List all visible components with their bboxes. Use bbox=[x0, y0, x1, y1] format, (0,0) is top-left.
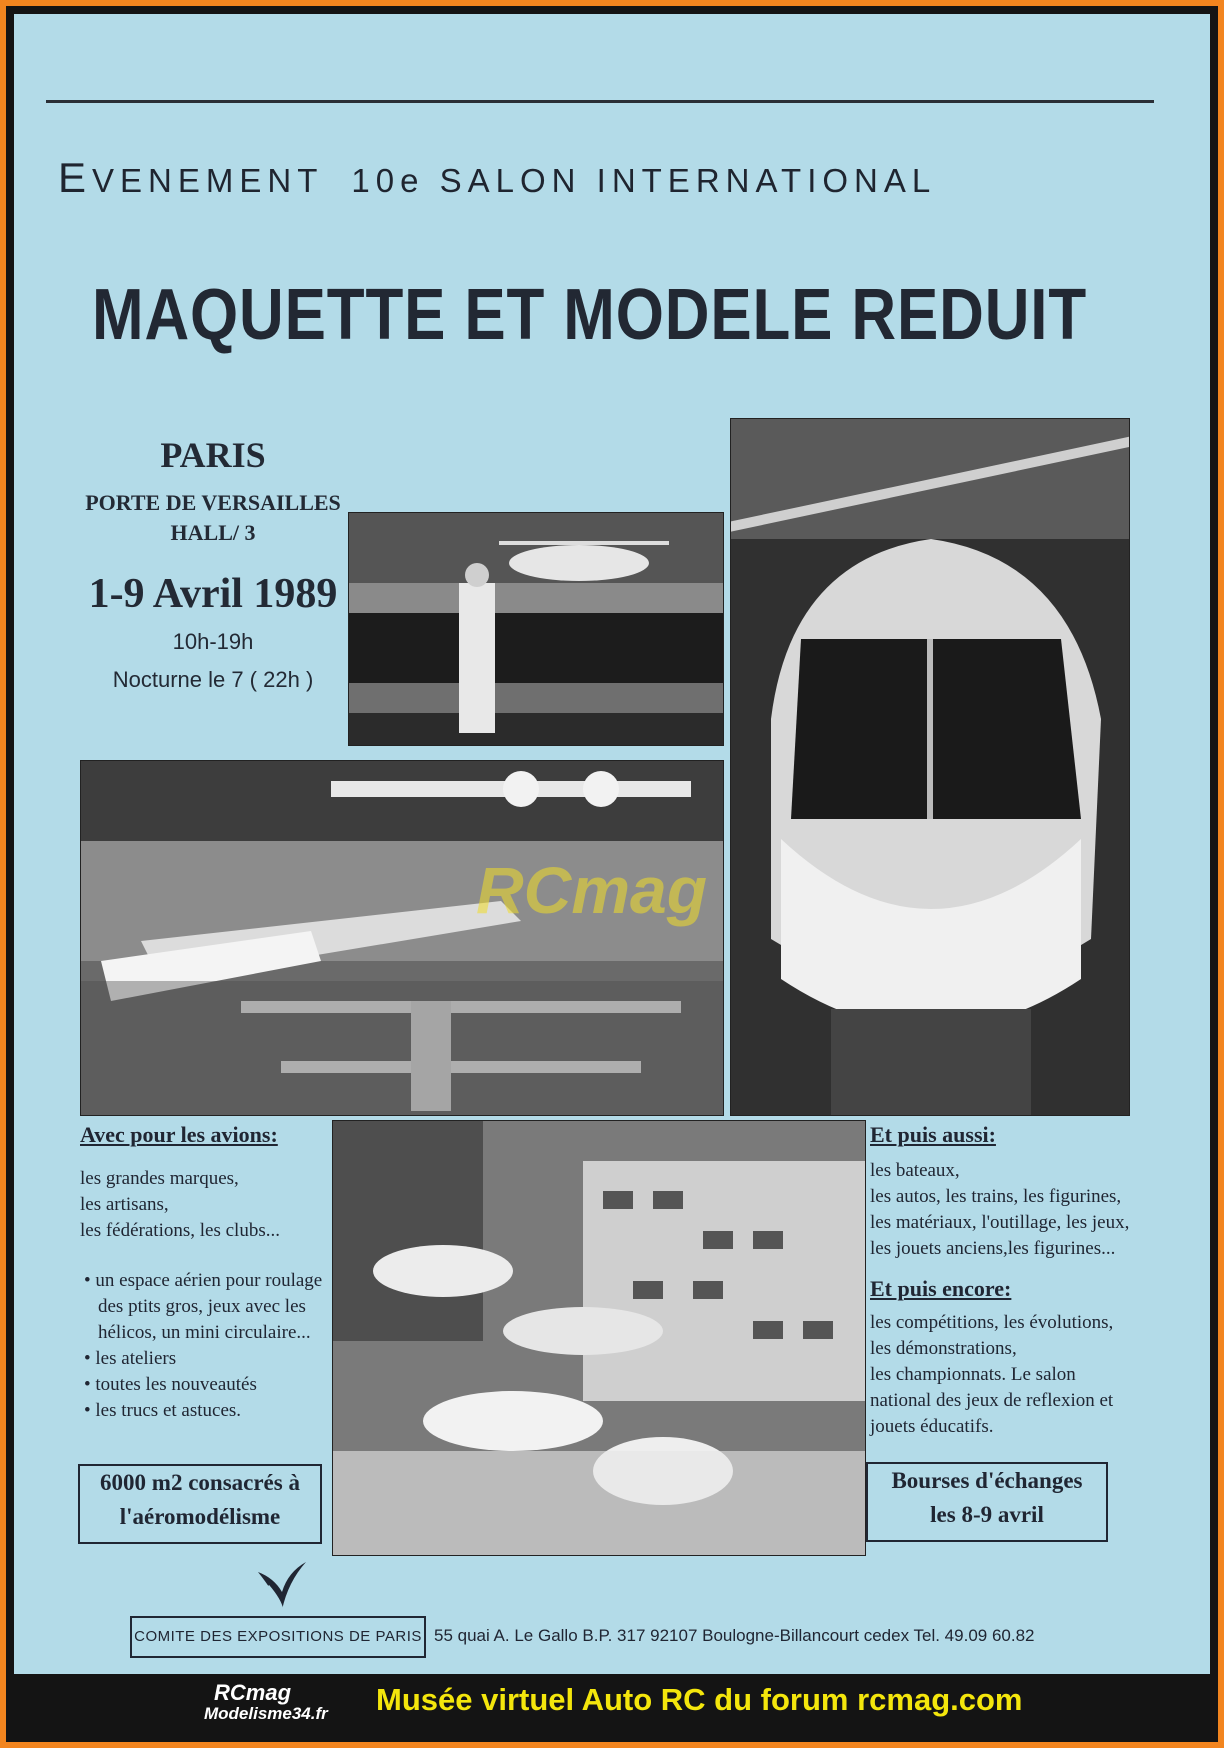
avions-bullet: • un espace aérien pour roulage des ptits gros, jeux avec les hélicos, un mini circulaire... bbox=[84, 1270, 323, 1343]
bourses-line-1: Bourses d'échanges bbox=[891, 1468, 1083, 1493]
event-venue-1: PORTE DE VERSAILLES bbox=[85, 490, 341, 515]
avions-line: les fédérations, les clubs... bbox=[80, 1220, 280, 1241]
aussi-line: les bateaux, bbox=[870, 1160, 960, 1181]
event-city: PARIS bbox=[160, 435, 266, 475]
encore-line: les compétitions, les évolutions, bbox=[870, 1312, 1114, 1333]
rcmag-logo: RCmag bbox=[214, 1680, 292, 1705]
avions-line: les artisans, bbox=[80, 1194, 169, 1215]
kicker-evenement: VENEMENT bbox=[92, 162, 324, 199]
avions-bullet: • toutes les nouveautés bbox=[84, 1374, 257, 1395]
watermark: RCmag bbox=[476, 853, 708, 927]
photo-aircraft-display bbox=[80, 760, 724, 1116]
photo-crowd-helicopter bbox=[348, 512, 724, 746]
avions-title: Avec pour les avions: bbox=[80, 1122, 278, 1147]
avions-bullet: • les trucs et astuces. bbox=[84, 1400, 242, 1421]
event-nocturne: Nocturne le 7 ( 22h ) bbox=[112, 667, 314, 692]
encore-line: les démonstrations, bbox=[870, 1338, 1017, 1359]
kicker-salon: 10e SALON INTERNATIONAL bbox=[351, 162, 937, 199]
box-line-1: 6000 m2 consacrés à bbox=[100, 1470, 300, 1495]
event-hours: 10h-19h bbox=[172, 629, 254, 654]
event-venue-2: HALL/ 3 bbox=[170, 520, 256, 545]
poster-page bbox=[14, 14, 1210, 1734]
comite-logo bbox=[254, 1552, 310, 1616]
page-title: MAQUETTE ET MODELE REDUIT bbox=[92, 275, 1088, 355]
organizer-box: COMITE DES EXPOSITIONS DE PARIS bbox=[130, 1616, 426, 1658]
organizer-address: 55 quai A. Le Gallo B.P. 317 92107 Boulogne-Billancourt cedex Tel. 49.09 60.82 bbox=[434, 1626, 1035, 1645]
kicker-line bbox=[58, 154, 1138, 202]
museum-caption: Musée virtuel Auto RC du forum rcmag.com bbox=[376, 1682, 1023, 1717]
aussi-line: les autos, les trains, les figurines, bbox=[870, 1186, 1122, 1207]
box-line-2: l'aéromodélisme bbox=[119, 1504, 281, 1529]
aussi-line: les jouets anciens,les figurines... bbox=[870, 1238, 1116, 1259]
bourses-box bbox=[866, 1462, 1108, 1542]
kicker-initial: E bbox=[58, 154, 93, 201]
event-dates: 1-9 Avril 1989 bbox=[88, 571, 338, 617]
aussi-title: Et puis aussi: bbox=[870, 1122, 996, 1147]
avions-line: les grandes marques, bbox=[80, 1168, 239, 1189]
encore-line: jouets éducatifs. bbox=[870, 1416, 994, 1437]
photo-helicopter-stand bbox=[332, 1120, 866, 1556]
event-info bbox=[78, 434, 348, 694]
top-rule bbox=[46, 100, 1154, 103]
avions-bullet: • les ateliers bbox=[84, 1348, 177, 1369]
encore-line: national des jeux de reflexion et bbox=[870, 1390, 1114, 1411]
aeromodelisme-box bbox=[78, 1464, 322, 1544]
encore-title: Et puis encore: bbox=[870, 1276, 1012, 1301]
aussi-section bbox=[870, 1122, 1160, 1440]
photo-helicopter-closeup bbox=[730, 418, 1130, 1116]
modelisme-logo: Modelisme34.fr bbox=[204, 1704, 328, 1723]
aussi-line: les matériaux, l'outillage, les jeux, bbox=[870, 1212, 1130, 1233]
avions-section bbox=[80, 1122, 324, 1424]
encore-line: les championnats. Le salon bbox=[870, 1364, 1076, 1385]
bourses-line-2: les 8-9 avril bbox=[930, 1502, 1044, 1527]
